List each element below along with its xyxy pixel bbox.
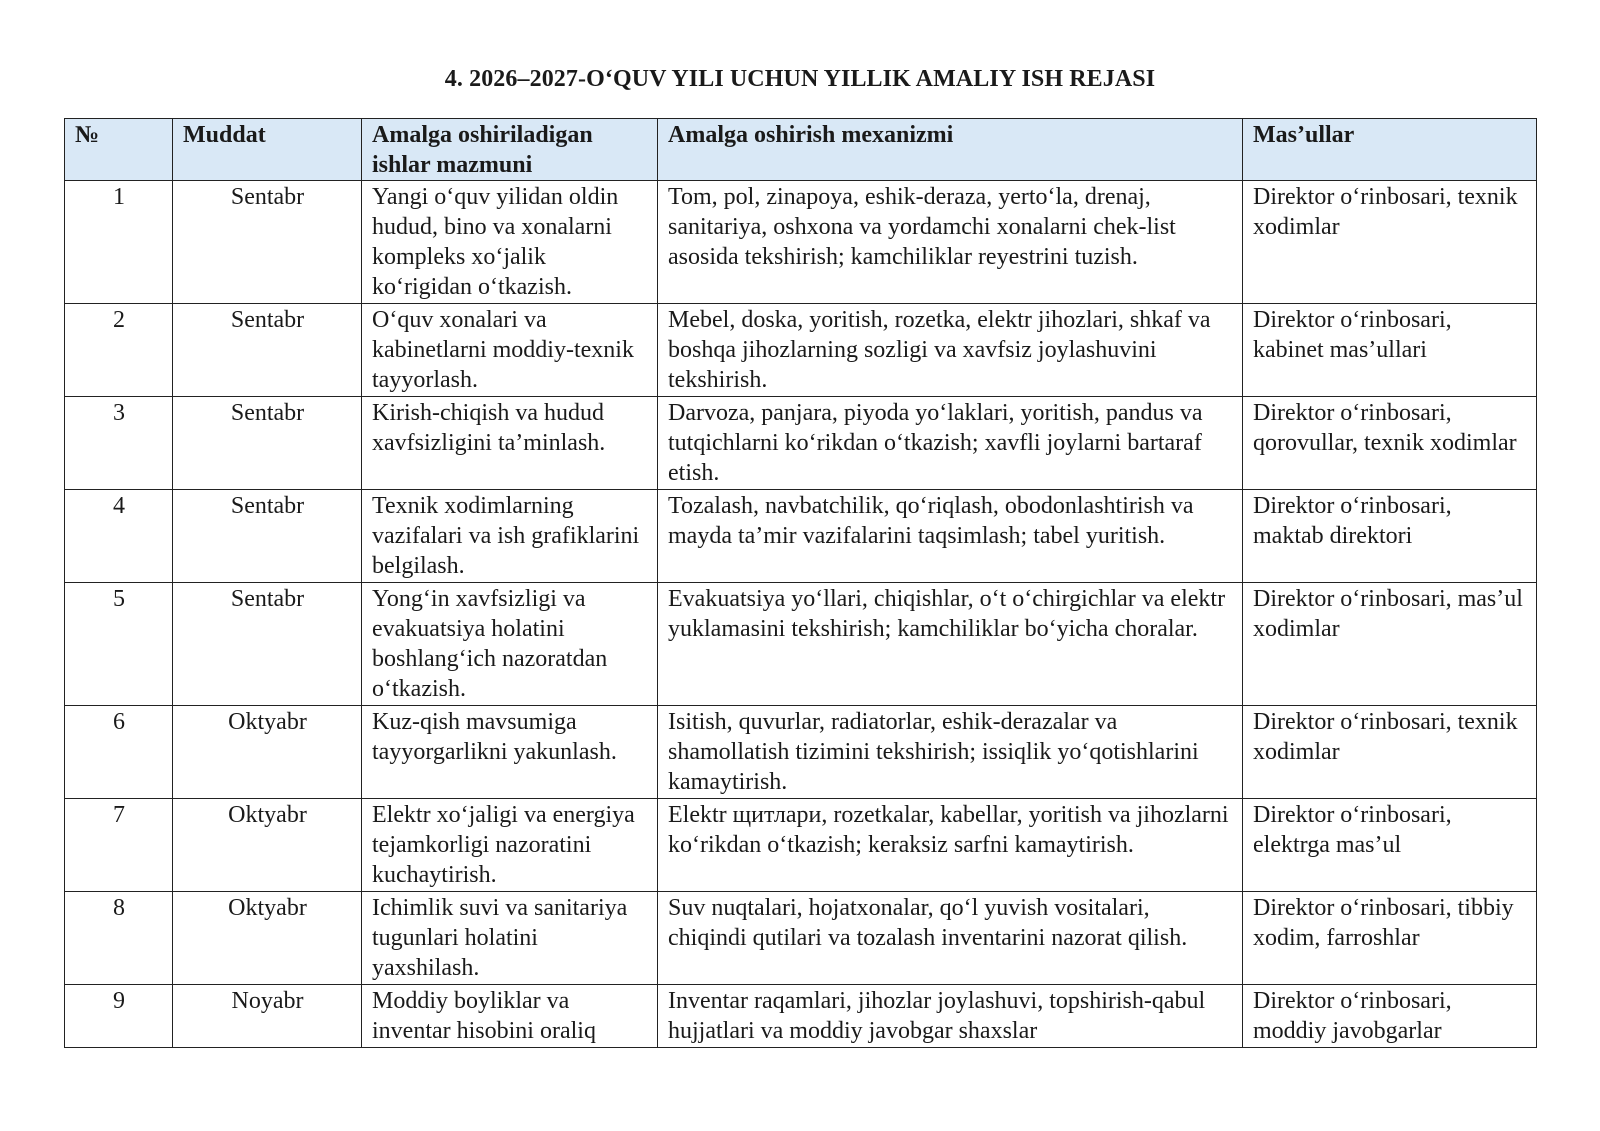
row-responsible: Direktor o‘rinbosari, qorovullar, texnik xodimlar [1243,397,1537,490]
row-content: Moddiy boyliklar va inventar hisobini oraliq [362,985,658,1048]
header-responsible: Mas’ullar [1243,119,1537,181]
row-number: 4 [65,490,173,583]
row-responsible: Direktor o‘rinbosari, texnik xodimlar [1243,181,1537,304]
row-mechanism: Suv nuqtalari, hojatxonalar, qo‘l yuvish vositalari, chiqindi qutilari va tozalash inventarini nazorat qilish. [658,892,1243,985]
table-row [65,304,1537,397]
table-row [65,706,1537,799]
row-content: O‘quv xonalari va kabinetlarni moddiy-texnik tayyorlash. [362,304,658,397]
row-responsible: Direktor o‘rinbosari, maktab direktori [1243,490,1537,583]
header-number: № [65,119,173,181]
row-term: Sentabr [173,304,362,397]
page-title: 4. 2026–2027-O‘QUV YILI UCHUN YILLIK AMALIY ISH REJASI [444,66,1156,92]
row-number: 3 [65,397,173,490]
row-number: 2 [65,304,173,397]
row-mechanism: Inventar raqamlari, jihozlar joylashuvi, topshirish-qabul hujjatlari va moddiy javobgar shaxslar [658,985,1243,1048]
row-mechanism: Elektr щитлари, rozetkalar, kabellar, yoritish va jihozlarni ko‘rikdan o‘tkazish; keraksiz sarfni kamaytirish. [658,799,1243,892]
header-mechanism: Amalga oshirish mexanizmi [658,119,1243,181]
row-content: Yangi o‘quv yilidan oldin hudud, bino va xonalarni kompleks xo‘jalik ko‘rigidan o‘tkazish. [362,181,658,304]
work-plan-table [64,118,1537,1048]
table-row [65,181,1537,304]
row-mechanism: Tozalash, navbatchilik, qo‘riqlash, obodonlashtirish va mayda ta’mir vazifalarini taqsimlash; tabel yuritish. [658,490,1243,583]
row-content: Elektr xo‘jaligi va energiya tejamkorligi nazoratini kuchaytirish. [362,799,658,892]
row-responsible: Direktor o‘rinbosari, mas’ul xodimlar [1243,583,1537,706]
row-mechanism: Mebel, doska, yoritish, rozetka, elektr jihozlari, shkaf va boshqa jihozlarning sozligi va xavfsiz joylashuvini tekshirish. [658,304,1243,397]
row-content: Kirish-chiqish va hudud xavfsizligini ta’minlash. [362,397,658,490]
table-row [65,892,1537,985]
row-number: 7 [65,799,173,892]
row-term: Sentabr [173,583,362,706]
row-content: Yong‘in xavfsizligi va evakuatsiya holatini boshlang‘ich nazoratdan o‘tkazish. [362,583,658,706]
header-term: Muddat [173,119,362,181]
row-mechanism: Isitish, quvurlar, radiatorlar, eshik-derazalar va shamollatish tizimini tekshirish; issiqlik yo‘qotishlarini kamaytirish. [658,706,1243,799]
row-responsible: Direktor o‘rinbosari, elektrga mas’ul [1243,799,1537,892]
row-responsible: Direktor o‘rinbosari, texnik xodimlar [1243,706,1537,799]
row-mechanism: Tom, pol, zinapoya, eshik-deraza, yerto‘la, drenaj, sanitariya, oshxona va yordamchi xonalarni chek-list asosida tekshirish; kamchiliklar reyestrini tuzish. [658,181,1243,304]
row-number: 6 [65,706,173,799]
row-responsible: Direktor o‘rinbosari, moddiy javobgarlar [1243,985,1537,1048]
row-responsible: Direktor o‘rinbosari, tibbiy xodim, farroshlar [1243,892,1537,985]
row-term: Sentabr [173,397,362,490]
table-row [65,583,1537,706]
row-responsible: Direktor o‘rinbosari, kabinet mas’ullari [1243,304,1537,397]
header-content: Amalga oshiriladigan ishlar mazmuni [362,119,658,181]
row-number: 9 [65,985,173,1048]
row-term: Oktyabr [173,706,362,799]
row-mechanism: Evakuatsiya yo‘llari, chiqishlar, o‘t o‘chirgichlar va elektr yuklamasini tekshirish; kamchiliklar bo‘yicha choralar. [658,583,1243,706]
row-term: Sentabr [173,181,362,304]
row-term: Noyabr [173,985,362,1048]
row-content: Ichimlik suvi va sanitariya tugunlari holatini yaxshilash. [362,892,658,985]
row-number: 1 [65,181,173,304]
table-row [65,490,1537,583]
row-content: Kuz-qish mavsumiga tayyorgarlikni yakunlash. [362,706,658,799]
row-number: 5 [65,583,173,706]
table-row [65,985,1537,1048]
row-content: Texnik xodimlarning vazifalari va ish grafiklarini belgilash. [362,490,658,583]
row-term: Oktyabr [173,799,362,892]
table-row [65,397,1537,490]
table-header-row [65,119,1537,181]
row-term: Oktyabr [173,892,362,985]
table-row [65,799,1537,892]
row-mechanism: Darvoza, panjara, piyoda yo‘laklari, yoritish, pandus va tutqichlarni ko‘rikdan o‘tkazish; xavfli joylarni bartaraf etish. [658,397,1243,490]
row-term: Sentabr [173,490,362,583]
row-number: 8 [65,892,173,985]
